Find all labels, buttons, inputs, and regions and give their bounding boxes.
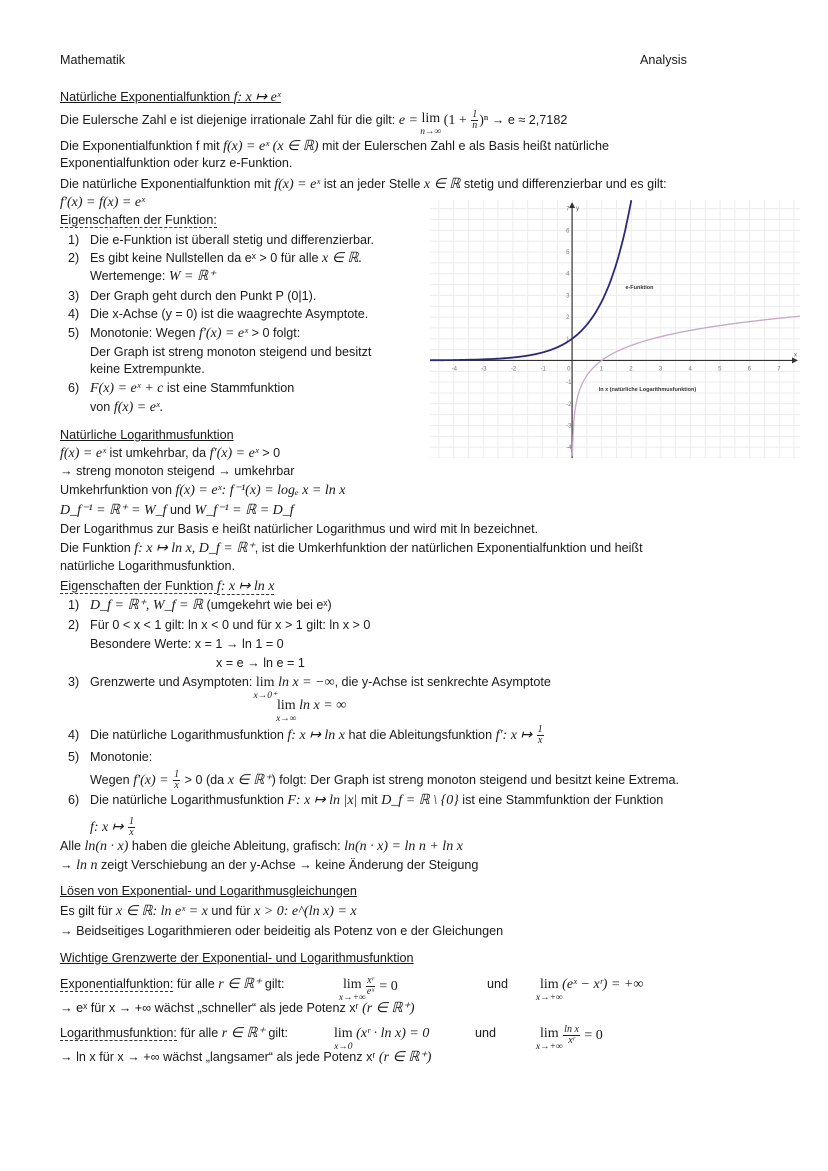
limit (535, 1025, 563, 1052)
lim: lim (334, 1026, 353, 1041)
m: W_f⁻¹ = ℝ = D_f (194, 503, 294, 518)
y-tick-label: -4 (566, 445, 572, 452)
props-heading (60, 212, 217, 228)
m: f: x ↦ (90, 819, 127, 835)
heading-math: f: x ↦ eˣ (233, 90, 281, 105)
m: ln x = ∞ (295, 698, 347, 713)
lim-sub: x→∞ (276, 714, 297, 724)
prop-1 (68, 232, 374, 248)
fraction (537, 725, 544, 746)
n: 1) (68, 233, 80, 247)
log-line-3 (60, 482, 346, 499)
prop-2 (68, 250, 362, 267)
log-note (60, 1049, 431, 1066)
t: und (166, 503, 195, 517)
num: 1 (537, 724, 543, 735)
t: → eˣ für x → +∞ wächst „schneller“ als jede Potenz xʳ (60, 1001, 363, 1015)
y-tick-label: 4 (566, 271, 570, 278)
t: (umgekehrt wie bei eˣ) (203, 598, 332, 612)
y-axis-arrow (569, 202, 575, 208)
prop-6 (68, 380, 294, 397)
und-2: und (475, 1026, 497, 1040)
den: x (174, 780, 179, 791)
lim: lim (540, 1026, 559, 1041)
m: f′(x) = (133, 772, 173, 788)
y-tick-label: 1 (566, 336, 570, 343)
log-line-2: → streng monoton steigend → umkehrbar (60, 464, 295, 478)
x-tick-label: -3 (481, 366, 487, 373)
limit (338, 976, 366, 1003)
label: Logarithmusfunktion: (60, 1026, 177, 1040)
math: e = (398, 112, 422, 128)
m: f(x) = eˣ (60, 446, 107, 461)
t: > 0 (258, 446, 281, 460)
def-line-1 (60, 138, 609, 155)
exp-note (60, 1000, 415, 1017)
t: haben die gleiche Ableitung, grafisch: (128, 839, 345, 853)
fraction (128, 817, 135, 838)
prop-5c: keine Extrempunkte. (90, 362, 205, 376)
y-tick-label: 3 (566, 293, 570, 300)
den: x (129, 827, 134, 838)
exp-curve-label: e-Funktion (625, 284, 654, 291)
alle-line (60, 838, 463, 855)
fraction (173, 770, 180, 791)
t: , die y-Achse ist senkrechte Asymptote (334, 675, 551, 689)
function-graph (430, 200, 800, 458)
ln-curve-label: ln x (natürliche Logarithmusfunktion) (598, 386, 697, 393)
t: hat die Ableitungsfunktion (345, 727, 496, 742)
prop-5b: Der Graph ist streng monoton steigend und besitzt (90, 345, 372, 359)
und-1: und (487, 977, 509, 991)
log-prop-5 (68, 749, 152, 765)
lim-sub: x→+∞ (535, 993, 563, 1003)
t: ist an jeder Stelle (320, 177, 424, 191)
log-prop-6b (90, 817, 136, 838)
m: f: x ↦ ln x, D_f = ℝ⁺ (134, 541, 255, 556)
x-tick-label: -1 (540, 366, 546, 373)
lim-sub: x→+∞ (338, 993, 366, 1003)
t: Grenzwerte und Asymptoten: (90, 675, 256, 689)
m: f(x) = eˣ (274, 177, 321, 192)
y-tick-label: 5 (566, 250, 570, 257)
m: f: x ↦ ln x (287, 727, 346, 743)
n: 6) (68, 381, 80, 395)
t: Die natürliche Exponentialfunktion mit (60, 177, 275, 191)
m: F(x) = eˣ + c (90, 381, 164, 396)
t: von (90, 400, 114, 414)
log-limit-2 (535, 1024, 603, 1052)
text: Die Eulersche Zahl e ist diejenige irrationale Zahl für die gilt: (60, 112, 399, 127)
exp-curve (430, 200, 631, 360)
n: 2) (68, 251, 80, 265)
t: ist umkehrbar, da (106, 446, 210, 460)
n: 5) (68, 750, 80, 764)
t: Monotonie: (90, 750, 153, 764)
t: Eigenschaften der Funktion (60, 579, 217, 593)
t: Die Exponentialfunktion f mit (60, 139, 224, 153)
n: 6) (68, 793, 80, 807)
y-axis-label: y (576, 206, 580, 212)
t: Für 0 < x < 1 gilt: ln x < 0 und für x > 1 gilt: ln x > 0 (90, 618, 371, 632)
log-prop-3 (68, 674, 551, 701)
m: (x ∈ ℝ) (269, 139, 319, 154)
n: 3) (68, 675, 80, 689)
prop-3 (68, 288, 316, 304)
lim: lim (540, 977, 559, 992)
section-heading-solve: Lösen von Exponential- und Logarithmusgleichungen (60, 884, 357, 898)
t: Es gibt keine Nullstellen da eˣ > 0 für alle (90, 251, 323, 265)
t: > 0 folgt: (248, 326, 301, 340)
y-tick-label: -3 (566, 423, 572, 430)
t: ) folgt: Der Graph ist streng monoton steigend und besitzt keine Extrema. (271, 772, 679, 787)
section-heading-limits: Wichtige Grenzwerte der Exponential- und Logarithmusfunktion (60, 951, 414, 965)
m: D_f⁻¹ = ℝ⁺ = W_f (60, 503, 167, 518)
y-tick-label: -2 (566, 401, 572, 408)
t: ist eine Stammfunktion (163, 381, 295, 395)
grid (430, 200, 800, 458)
fraction (471, 110, 478, 131)
log-line-7: natürliche Logarithmusfunktion. (60, 559, 236, 573)
t: > 0 (da (181, 772, 228, 787)
lim: lim (277, 698, 296, 713)
heading-text: Natürliche Exponentialfunktion (60, 90, 234, 104)
t: Die Funktion (60, 541, 135, 555)
t: und für (207, 904, 255, 918)
m: W = ℝ⁺ (168, 269, 216, 284)
m: x ∈ ℝ: ln eˣ = x (116, 904, 208, 919)
lim: lim (255, 675, 275, 690)
limit (276, 697, 297, 724)
n: 1) (68, 598, 80, 612)
log-prop-1 (68, 597, 332, 614)
x-tick-label: 6 (747, 366, 752, 373)
y-tick-label: 6 (566, 228, 570, 235)
t: Es gilt für (60, 904, 116, 918)
math: )ⁿ (479, 112, 489, 128)
m: ln n (76, 858, 98, 873)
t: Wertemenge: (90, 269, 169, 283)
m: x > 0: e^(ln x) = x (254, 904, 357, 919)
fraction (563, 1025, 580, 1046)
n: 4) (68, 307, 80, 321)
t: mit (357, 793, 382, 807)
prop-6b (90, 399, 163, 416)
prop-5 (68, 325, 300, 342)
log-props-heading (60, 578, 274, 595)
shift-line (60, 857, 478, 874)
t: zeigt Verschiebung an der y-Achse → keine Änderung der Steigung (97, 858, 479, 872)
t: Die e-Funktion ist überall stetig und differenzierbar. (90, 233, 374, 247)
t: Wegen (90, 772, 134, 787)
t: Eigenschaften der Funktion: (60, 213, 217, 227)
lim-sub: x→0⁺ (253, 691, 277, 701)
log-prop-4 (68, 725, 545, 746)
t: Alle (60, 839, 85, 853)
den: xʳ (568, 1035, 575, 1046)
t: Die x-Achse (y = 0) ist die waagrechte Asymptote. (90, 307, 369, 321)
section-heading-log: Natürliche Logarithmusfunktion (60, 428, 234, 442)
log-line-1 (60, 445, 280, 462)
subject-label: Mathematik (60, 53, 126, 67)
t: , ist die Umkerhfunktion der natürlichen Exponentialfunktion und heißt (254, 541, 643, 555)
t: Die natürliche Logarithmusfunktion (90, 727, 288, 742)
m: D_f = ℝ⁺, W_f = ℝ (90, 598, 204, 613)
log-prop-2b: Besondere Werte: x = 1 → ln 1 = 0 (90, 637, 284, 651)
solve-line-1 (60, 903, 357, 920)
x-tick-label: -2 (510, 366, 517, 373)
lim: lim (421, 111, 441, 126)
lim-sub: n→∞ (420, 127, 442, 137)
log-line-6 (60, 540, 643, 557)
log-prop-6 (68, 792, 663, 809)
limit (420, 110, 442, 137)
t: stetig und differenzierbar und es gilt: (460, 177, 667, 191)
label: Exponentialfunktion: (60, 977, 174, 991)
m: r ∈ ℝ⁺ (218, 977, 262, 992)
num: 1 (472, 109, 478, 120)
n: 3) (68, 289, 80, 303)
t: Die natürliche Logarithmusfunktion (90, 793, 288, 807)
den: n (472, 120, 478, 131)
log-line-5: Der Logarithmus zur Basis e heißt natürlicher Logarithmus und wird mit ln bezeichnet. (60, 522, 539, 536)
n: 2) (68, 618, 80, 632)
solve-line-2: → Beidseitiges Logarithmieren oder beideitig als Potenz von e der Gleichungen (60, 924, 504, 938)
topic-label: Analysis (640, 53, 687, 67)
m: f(x) = eˣ (223, 139, 270, 154)
axes (430, 202, 798, 458)
x-tick-label: 0 (567, 366, 571, 373)
prop-2b (90, 268, 215, 285)
log-prop-2 (68, 617, 370, 633)
limit (535, 976, 563, 1003)
prop-4 (68, 306, 368, 322)
m: = 0 (375, 978, 398, 994)
math: (1 + (443, 112, 471, 128)
m: f′: x ↦ (495, 727, 536, 743)
t: → ln x für x → +∞ wächst „langsamer“ als jede Potenz xʳ (60, 1050, 379, 1064)
log-limits-line (60, 1025, 288, 1042)
log-line-4 (60, 502, 294, 519)
y-tick-label: 2 (566, 315, 570, 322)
x-tick-label: 5 (718, 366, 722, 373)
num: xʳ (367, 975, 374, 986)
m: F: x ↦ ln |x| (287, 793, 358, 808)
t: mit der Eulerschen Zahl e als Basis heißt natürliche (318, 139, 609, 153)
m: (r ∈ ℝ⁺) (362, 1001, 415, 1016)
m: x ∈ ℝ. (322, 251, 363, 266)
m: ln(n · x) (84, 839, 129, 854)
m: D_f = ℝ \ {0} (381, 793, 459, 808)
m: f: x ↦ ln x (216, 579, 275, 594)
m: (xʳ · ln x) = 0 (352, 1026, 430, 1041)
t: Der Graph geht durch den Punkt P (0|1). (90, 289, 317, 303)
log-prop-5b (90, 770, 679, 791)
section-heading-exp (60, 89, 281, 106)
t: gilt: (261, 977, 285, 991)
y-tick-label: 7 (566, 206, 570, 213)
n: 4) (68, 727, 80, 742)
exp-limit-1 (338, 975, 398, 1003)
euler-line (60, 109, 568, 137)
log-limit-1 (334, 1025, 430, 1052)
m: x ∈ ℝ (423, 177, 461, 192)
x-tick-label: 3 (658, 366, 663, 373)
m: f′(x) = eˣ (198, 326, 249, 341)
t: Monotonie: Wegen (90, 326, 199, 340)
t: ist eine Stammfunktion der Funktion (458, 793, 664, 807)
t: → (60, 858, 77, 872)
m: (r ∈ ℝ⁺) (378, 1050, 432, 1065)
t: gilt: (264, 1026, 288, 1040)
m: = 0 (580, 1027, 603, 1043)
den: eˣ (366, 986, 375, 997)
x-tick-label: 4 (688, 366, 692, 373)
limit (253, 674, 277, 701)
limit (334, 1025, 353, 1052)
num: 1 (174, 769, 180, 780)
t: für alle (176, 1026, 222, 1040)
exp-limit-2 (535, 976, 644, 1003)
m: ln x = −∞ (274, 675, 335, 690)
t: für alle (173, 977, 219, 991)
log-prop-2c: x = e → ln e = 1 (216, 656, 305, 670)
lim-sub: x→0 (334, 1042, 353, 1052)
num: ln x (564, 1024, 579, 1035)
x-tick-label: 1 (599, 366, 604, 373)
stetig-line (60, 176, 667, 193)
x-tick-label: 2 (629, 366, 633, 373)
fraction (366, 976, 375, 997)
def-line-2: Exponentialfunktion oder kurz e-Funktion. (60, 156, 293, 170)
derivative-line: f′(x) = f(x) = eˣ (60, 195, 145, 210)
y-tick-label: -1 (566, 380, 572, 387)
approx: → e ≈ 2,7182 (488, 112, 568, 127)
x-tick-label: 7 (777, 366, 781, 373)
lim: lim (343, 977, 362, 992)
num: 1 (129, 816, 134, 827)
m: f′(x) = eˣ (209, 446, 259, 461)
exp-limits-line (60, 976, 284, 993)
x-axis-label: x (794, 352, 797, 359)
m: f(x) = eˣ: f⁻¹(x) = logₑ x = ln x (175, 483, 346, 498)
den: x (537, 735, 543, 746)
log-prop-3b (276, 697, 347, 724)
m: r ∈ ℝ⁺ (221, 1026, 265, 1041)
m: x ∈ ℝ⁺ (227, 772, 272, 788)
t: Umkehrfunktion von (60, 483, 176, 497)
m: (eˣ − xʳ) = +∞ (558, 977, 644, 992)
m: ln(n · x) = ln n + ln x (344, 839, 463, 854)
m: f(x) = eˣ. (113, 400, 164, 415)
lim-sub: x→+∞ (535, 1042, 563, 1052)
x-tick-label: -4 (451, 366, 458, 373)
n: 5) (68, 326, 80, 340)
